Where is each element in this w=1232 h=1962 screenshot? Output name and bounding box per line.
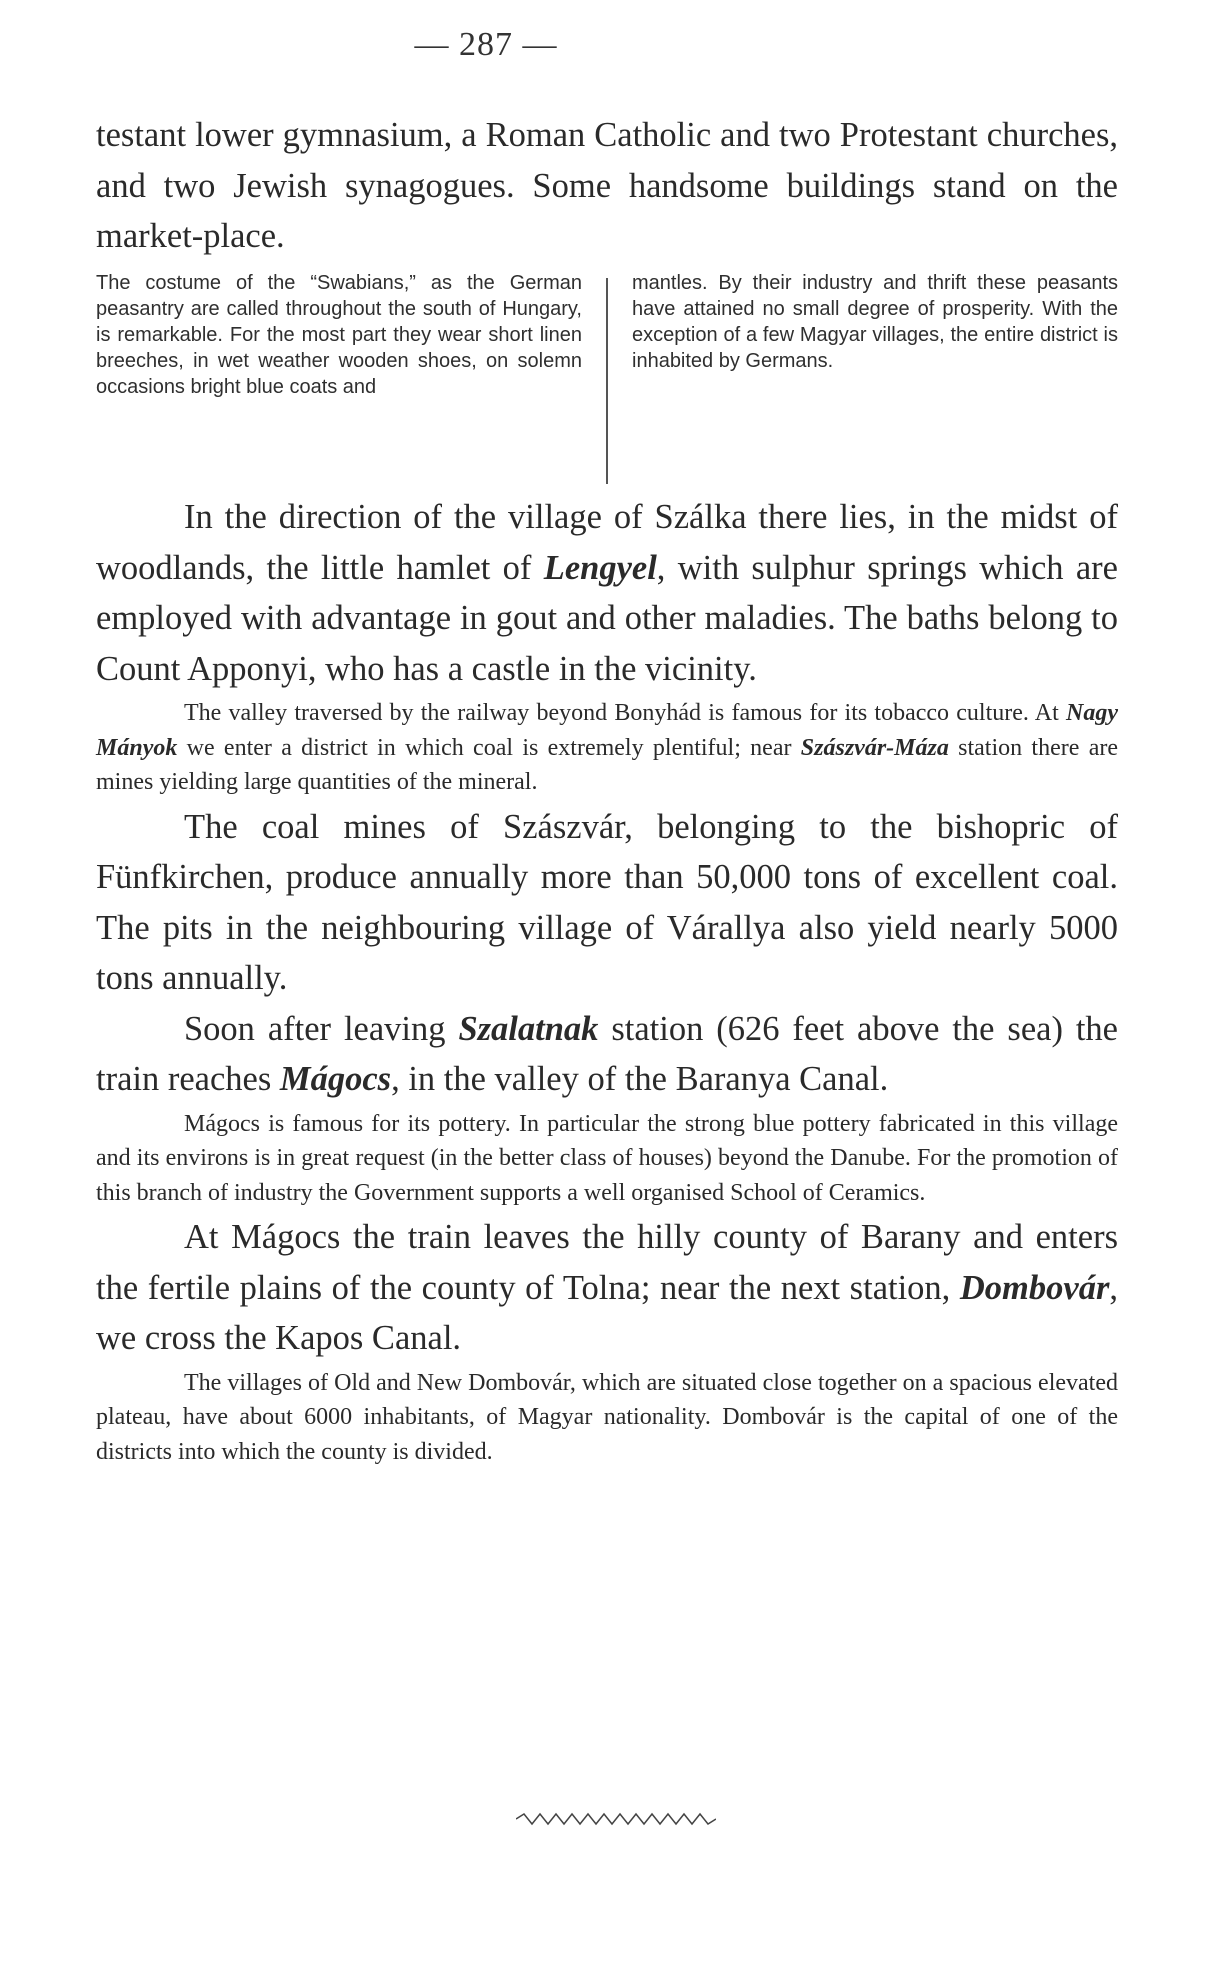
paragraph-valley-middle: we enter a district in which coal is extremely plentiful; near <box>177 734 801 761</box>
place-magocs: Mágocs <box>279 1060 392 1098</box>
place-dombovar: Dombovár <box>959 1268 1110 1307</box>
paragraph-lengyel-after: , with sulphur springs which are employed with advantage in gout and other maladies. The baths belong to Count Apponyi, who has a castle in the vicinity. <box>96 548 1118 688</box>
paragraph-valley-before: The valley traversed by the railway beyond Bonyhád is famous for its tobacco culture. At <box>184 700 1067 726</box>
paragraph-valley <box>96 696 1118 800</box>
paragraph-szalatnak-before: Soon after leaving <box>184 1009 459 1048</box>
sidebar-right-column: mantles. By their industry and thrift these peasants have attained no small degree of prosperity. With the exception of a few Magyar villages, the entire district is inhabited by Germans. <box>632 272 1118 372</box>
paragraph-coal-mines: The coal mines of Szászvár, belonging to the bishopric of Fünfkirchen, produce annually more than 50,000 tons of excellent coal. The pits in the neighbouring village of Várallya also yield nearly 5000 tons annually. <box>96 807 1118 997</box>
place-szalatnak: Szalatnak <box>458 1009 599 1048</box>
place-nagy-manyok: Nagy Mányok <box>96 700 1118 761</box>
paragraph-dombovar: The villages of Old and New Dombovár, which are situated close together on a spacious elevated plateau, have about 6000 inhabitants, of Magyar nationality. Dombovár is the capital of one of the districts into which the county is divided. <box>96 1369 1118 1465</box>
paragraph-lengyel-before: In the direction of the village of Szálka there lies, in the midst of woodlands, the little hamlet of <box>96 498 1118 587</box>
paragraph-szalatnak <box>96 1004 1118 1105</box>
paragraph-tolna-before: At Mágocs the train leaves the hilly county of Barany and enters the fertile plains of the county of Tolna; near the next station, <box>96 1218 1118 1307</box>
main-text <box>96 492 1118 1469</box>
place-szaszvar-maza: Szászvár-Máza <box>800 734 949 761</box>
end-ornament <box>516 1812 716 1826</box>
page-number: — 287 — <box>414 26 558 63</box>
paragraph-lengyel <box>96 492 1118 694</box>
paragraph-pottery: Mágocs is famous for its pottery. In particular the strong blue pottery fabricated in this village and its environs is in great request (in the better class of houses) beyond the Danube. For the promotion of this branch of industry the Government supports a well organised School of Ceramics. <box>96 1110 1118 1206</box>
intro-paragraph: testant lower gymnasium, a Roman Catholic and two Protestant churches, and two Jewish synagogues. Some handsome buildings stand on the market-place. <box>96 116 1118 255</box>
column-divider <box>606 278 608 484</box>
paragraph-tolna <box>96 1212 1118 1364</box>
sidebar-left-column: The costume of the “Swabians,” as the German peasantry are called throughout the south of Hungary, is remarkable. For the most part they wear short linen breeches, in wet weather wooden shoes, on solemn occasions bright blue coats and <box>96 272 582 398</box>
paragraph-szalatnak-middle: station (626 feet above the sea) the train reaches <box>96 1009 1118 1098</box>
paragraph-tolna-after: , we cross the Kapos Canal. <box>96 1268 1118 1357</box>
paragraph-valley-after: station there are mines yielding large quantities of the mineral. <box>96 734 1118 795</box>
sidebar-two-column <box>96 270 1118 484</box>
place-lengyel: Lengyel <box>543 548 657 587</box>
paragraph-szalatnak-after: , in the valley of the Baranya Canal. <box>391 1060 889 1098</box>
